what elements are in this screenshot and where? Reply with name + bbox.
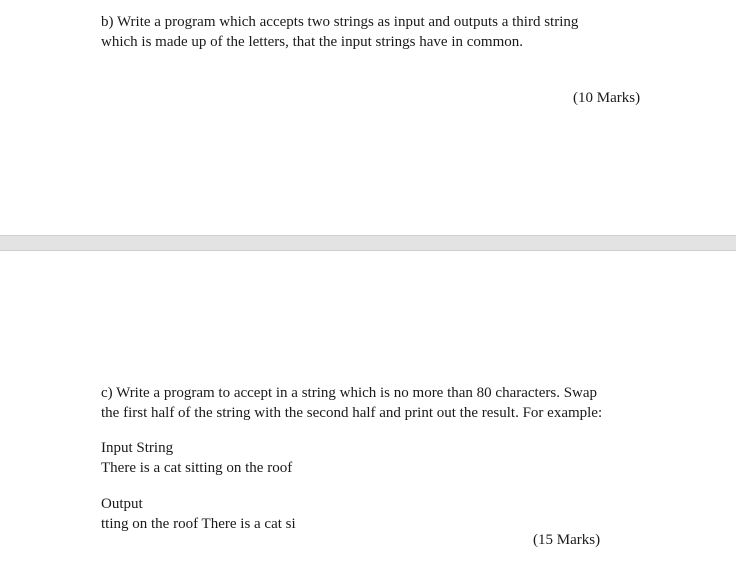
question-b-line-2: which is made up of the letters, that the input strings have in common. [101,34,523,50]
question-c-line-1: c) Write a program to accept in a string which is no more than 80 characters. Swap [101,385,598,401]
output-value: tting on the roof There is a cat si [101,516,296,532]
example-input [101,438,661,478]
document-page-top [0,0,736,235]
question-b-line-1: b) Write a program which accepts two strings as input and outputs a third string [101,14,579,30]
input-value: There is a cat sitting on the roof [101,460,293,476]
page-break [0,235,736,251]
question-b-marks: (10 Marks) [573,90,641,106]
input-heading: Input String [101,440,174,456]
question-c-line-2: the first half of the string with the second half and print out the result. For example: [101,405,603,421]
output-heading: Output [101,496,143,512]
example-output [101,494,661,534]
question-c-marks: (15 Marks) [533,532,601,548]
document-page-bottom [0,251,736,572]
question-b-text [101,12,661,52]
question-c-text [101,383,661,423]
